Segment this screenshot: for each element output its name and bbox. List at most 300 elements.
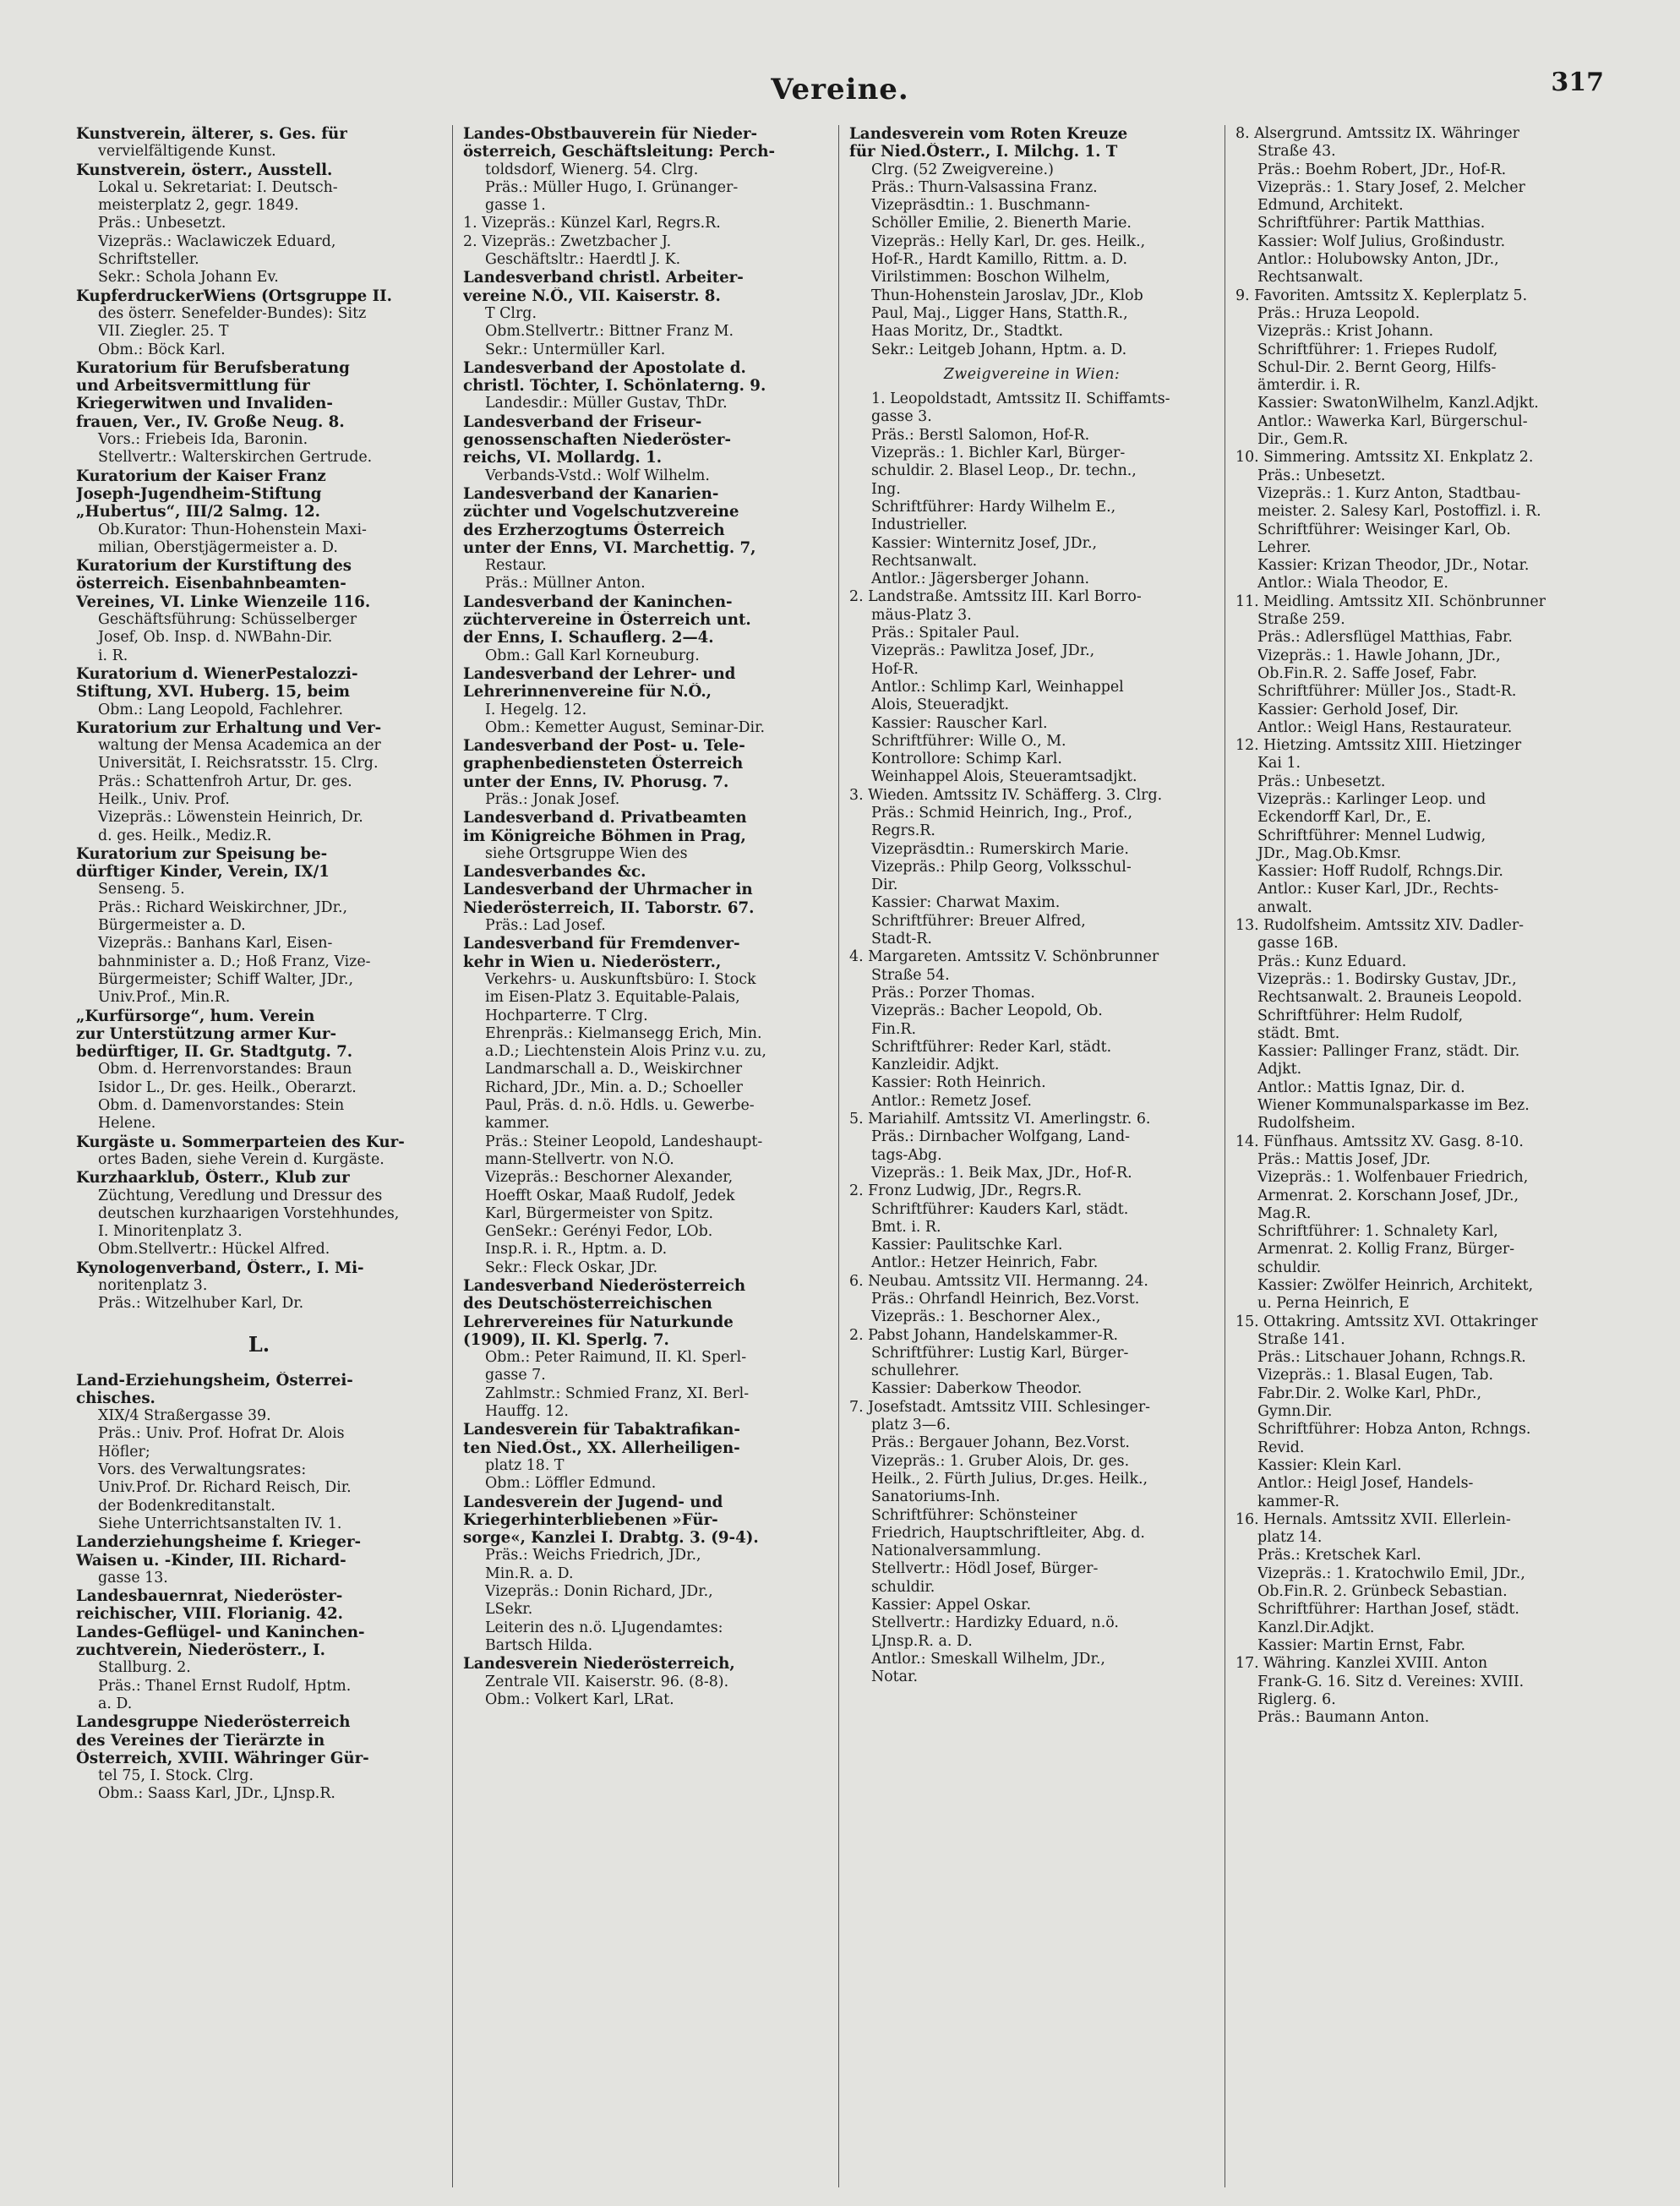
entry-detail-line: Lokal u. Sekretariat: I. Deutsch- <box>98 178 338 196</box>
entry-detail-line: Siehe Unterrichtsanstalten IV. 1. <box>98 1515 342 1532</box>
entry-name-line: des Vereines der Tierärzte in <box>76 1731 325 1750</box>
entry-detail-line: siehe Ortsgruppe Wien des <box>485 844 688 862</box>
entry-detail-line: Vizepräs.: Beschorner Alexander, <box>485 1169 734 1187</box>
entry-detail-line: platz 3—6. <box>871 1417 951 1434</box>
branch-line: 2. Vizepräs.: Zwetzbacher J. <box>463 232 672 250</box>
entry-detail-line: bahnminister a. D.; Hoß Franz, Vize- <box>98 953 371 970</box>
entry-detail-line: Rechtsanwalt. <box>871 552 978 570</box>
entry-detail-line: Präs.: Kunz Eduard. <box>1257 953 1407 970</box>
branch-line: 9. Favoriten. Amtssitz X. Keplerplatz 5. <box>1235 287 1528 304</box>
entry-detail-line: I. Minoritenplatz 3. <box>98 1223 243 1241</box>
entry-detail-line: Clrg. (52 Zweigvereine.) <box>871 161 1054 178</box>
entry-detail-line: mann-Stellvertr. von N.Ö. <box>485 1150 674 1168</box>
entry-detail-line: Nationalversammlung. <box>871 1543 1042 1560</box>
entry-detail-line: Kanzl.Dir.Adjkt. <box>1257 1619 1375 1636</box>
entry-detail-line: Hof-R. <box>871 660 919 678</box>
entry-detail-line: Kassier: Krizan Theodor, JDr., Notar. <box>1257 557 1530 575</box>
entry-detail-line: ortes Baden, siehe Verein d. Kurgäste. <box>98 1150 385 1168</box>
entry-detail-line: tags-Abg. <box>871 1146 942 1164</box>
entry-name-line: Kuratorium der Kaiser Franz <box>76 467 326 485</box>
entry-detail-line: Präs.: Steiner Leopold, Landeshaupt- <box>485 1133 763 1150</box>
entry-name-line: Waisen u. -Kinder, III. Richard- <box>76 1551 346 1570</box>
entry-detail-line: Präs.: Müllner Anton. <box>485 575 646 592</box>
entry-detail-line: Antlor.: Wiala Theodor, E. <box>1257 575 1448 592</box>
entry-name-line: chisches. <box>76 1389 155 1407</box>
entry-name-line: Kuratorium d. WienerPestalozzi- <box>76 664 358 683</box>
entry-detail-line: Vizepräs.: 1. Beik Max, JDr., Hof-R. <box>871 1164 1132 1182</box>
entry-detail-line: Antlor.: Mattis Ignaz, Dir. d. <box>1257 1078 1465 1096</box>
entry-detail-line: Präs.: Unbesetzt. <box>98 215 226 232</box>
entry-detail-line: Antlor.: Heigl Josef, Handels- <box>1257 1475 1474 1493</box>
branch-line: 4. Margareten. Amtssitz V. Schönbrunner <box>849 948 1159 966</box>
entry-detail-line: Präs.: Jonak Josef. <box>485 790 620 808</box>
entry-detail-line: Regrs.R. <box>871 822 935 840</box>
entry-detail-line: Stallburg. 2. <box>98 1659 191 1677</box>
entry-detail-line: I. Hegelg. 12. <box>485 701 587 718</box>
entry-detail-line: Obm.: Volkert Karl, LRat. <box>485 1690 674 1708</box>
entry-detail-line: Ehrenpräs.: Kielmansegg Erich, Min. <box>485 1024 762 1042</box>
entry-name-line: Landesverband für Fremdenver- <box>463 935 740 953</box>
entry-detail-line: Lehrer. <box>1257 538 1312 556</box>
entry-name-line: Landesgruppe Niederösterreich <box>76 1713 351 1732</box>
entry-detail-line: Antlor.: Kuser Karl, JDr., Rechts- <box>1257 881 1499 898</box>
entry-detail-line: Antlor.: Schlimp Karl, Weinhappel <box>871 678 1124 696</box>
entry-detail-line: Obm.: Löffler Edmund. <box>485 1475 657 1493</box>
entry-detail-line: Antlor.: Wawerka Karl, Bürgerschul- <box>1257 412 1528 430</box>
entry-detail-line: Höfler; <box>98 1443 150 1461</box>
branch-line: 8. Alsergrund. Amtssitz IX. Währinger <box>1235 125 1519 142</box>
entry-detail-line: meister. 2. Salesy Karl, Postoffizl. i. R. <box>1257 503 1541 521</box>
entry-detail-line: LJnsp.R. a. D. <box>871 1632 973 1650</box>
entry-detail-line: Rechtsanwalt. 2. Brauneis Leopold. <box>1257 989 1523 1007</box>
entry-detail-line: Straße 259. <box>1257 611 1345 629</box>
entry-detail-line: Schriftsteller. <box>98 251 199 269</box>
entry-detail-line: a. D. <box>98 1695 133 1712</box>
entry-name-line: vereine N.Ö., VII. Kaiserstr. 8. <box>463 287 721 305</box>
entry-detail-line: Obm.: Lang Leopold, Fachlehrer. <box>98 701 344 718</box>
branch-line: 7. Josefstadt. Amtssitz VIII. Schlesinger- <box>849 1398 1151 1416</box>
entry-detail-line: VII. Ziegler. 25. T <box>98 323 229 341</box>
branch-line: 14. Fünfhaus. Amtssitz XV. Gasg. 8-10. <box>1235 1133 1524 1150</box>
entry-detail-line: schullehrer. <box>871 1362 960 1380</box>
entry-detail-line: Kassier: Roth Heinrich. <box>871 1074 1046 1092</box>
entry-name-line: Landesverband der Friseur- <box>463 412 702 431</box>
branch-line: 2. Landstraße. Amtssitz III. Karl Borro- <box>849 588 1142 606</box>
branch-line: 10. Simmering. Amtssitz XI. Enkplatz 2. <box>1235 449 1534 467</box>
entry-detail-line: Univ.Prof., Min.R. <box>98 989 231 1007</box>
entry-name-line: ten Nied.Öst., XX. Allerheiligen- <box>463 1439 740 1457</box>
entry-detail-line: Ing. <box>871 480 901 498</box>
entry-detail-line: Präs.: Lad Josef. <box>485 917 606 935</box>
entry-detail-line: Rechtsanwalt. <box>1257 269 1364 287</box>
entry-detail-line: Geschäftsführung: Schüsselberger <box>98 611 357 629</box>
entry-name-line: Landes-Obstbauverein für Nieder- <box>463 125 758 143</box>
entry-name-line: graphenbediensteten Österreich <box>463 755 744 773</box>
entry-detail-line: Stadt-R. <box>871 931 932 948</box>
entry-detail-line: gasse 7. <box>485 1367 546 1384</box>
entry-detail-line: Landesdir.: Müller Gustav, ThDr. <box>485 395 728 412</box>
entry-detail-line: ämterdir. i. R. <box>1257 377 1361 395</box>
entry-detail-line: Vizepräs.: 1. Bodirsky Gustav, JDr., <box>1257 970 1517 988</box>
entry-detail-line: Züchtung, Veredlung und Dressur des <box>98 1187 383 1204</box>
entry-detail-line: Gymn.Dir. <box>1257 1403 1333 1421</box>
entry-detail-line: XIX/4 Straßergasse 39. <box>98 1407 271 1425</box>
entry-detail-line: Präs.: Bergauer Johann, Bez.Vorst. <box>871 1434 1130 1452</box>
entry-name-line: „Hubertus“, III/2 Salmg. 12. <box>76 503 320 521</box>
branch-line: 1. Vizepräs.: Künzel Karl, Regrs.R. <box>463 215 721 232</box>
entry-detail-line: Obm.: Peter Raimund, II. Kl. Sperl- <box>485 1349 747 1367</box>
entry-detail-line: Präs.: Univ. Prof. Hofrat Dr. Alois <box>98 1425 345 1443</box>
entry-detail-line: Präs.: Dirnbacher Wolfgang, Land- <box>871 1128 1130 1146</box>
entry-name-line: Lehrervereines für Naturkunde <box>463 1313 734 1331</box>
entry-name-line: kehr in Wien u. Niederösterr., <box>463 953 722 971</box>
entry-detail-line: Straße 43. <box>1257 143 1336 161</box>
entry-detail-line: Antlor.: Remetz Josef. <box>871 1092 1032 1110</box>
entry-name-line: Kuratorium der Kurstiftung des <box>76 557 352 576</box>
entry-detail-line: Kontrollore: Schimp Karl. <box>871 751 1062 768</box>
entry-detail-line: platz 14. <box>1257 1529 1323 1547</box>
entry-detail-line: Paul, Präs. d. n.ö. Hdls. u. Gewerbe- <box>485 1097 755 1115</box>
entry-name-line: Kuratorium zur Speisung be- <box>76 844 328 863</box>
page-number: 317 <box>1551 68 1604 97</box>
entry-name-line: züchter und Vogelschutzvereine <box>463 503 739 521</box>
entry-detail-line: Vizepräsdtin.: 1. Buschmann- <box>871 197 1090 215</box>
entry-detail-line: Antlor.: Holubowsky Anton, JDr., <box>1257 251 1499 269</box>
entry-detail-line: Adjkt. <box>1257 1061 1302 1078</box>
entry-detail-line: Vizepräs.: 1. Stary Josef, 2. Melcher <box>1257 178 1525 196</box>
entry-detail-line: Vizepräs.: Karlinger Leop. und <box>1257 790 1486 808</box>
branch-line: 3. Wieden. Amtssitz IV. Schäfferg. 3. Clrg. <box>849 786 1163 804</box>
entry-detail-line: Vizepräs.: 1. Beschorner Alex., <box>871 1308 1101 1326</box>
entry-detail-line: Universität, I. Reichsratsstr. 15. Clrg. <box>98 755 379 773</box>
entry-detail-line: Obm.Stellvertr.: Hückel Alfred. <box>98 1241 330 1259</box>
entry-detail-line: Präs.: Berstl Salomon, Hof-R. <box>871 426 1090 444</box>
entry-name-line: Kunstverein, österr., Ausstell. <box>76 161 333 179</box>
entry-name-line: Kriegerhinterbliebenen »Für- <box>463 1510 718 1529</box>
entry-name-line: Kunstverein, älterer, s. Ges. für <box>76 125 347 143</box>
entry-name-line: reichs, VI. Mollardg. 1. <box>463 449 663 467</box>
entry-detail-line: Helene. <box>98 1115 156 1133</box>
entry-detail-line: Leiterin des n.ö. LJugendamtes: <box>485 1619 723 1636</box>
entry-detail-line: gasse 3. <box>871 408 932 426</box>
entry-detail-line: toldsdorf, Wienerg. 54. Clrg. <box>485 161 699 178</box>
entry-detail-line: Hochparterre. T Clrg. <box>485 1007 648 1024</box>
entry-name-line: zur Unterstützung armer Kur- <box>76 1024 337 1043</box>
entry-detail-line: Univ.Prof. Dr. Richard Reisch, Dir. <box>98 1479 352 1497</box>
branch-line: 16. Hernals. Amtssitz XVII. Ellerlein- <box>1235 1510 1511 1528</box>
entry-detail-line: Kassier: Daberkow Theodor. <box>871 1380 1083 1398</box>
entry-detail-line: Präs.: Boehm Robert, JDr., Hof-R. <box>1257 161 1507 178</box>
entry-name-line: bedürftiger, II. Gr. Stadtgutg. 7. <box>76 1043 353 1062</box>
entry-detail-line: Präs.: Witzelhuber Karl, Dr. <box>98 1295 304 1313</box>
entry-name-line: Landesverbandes &c. <box>463 863 646 882</box>
entry-detail-line: Vizepräs.: 1. Blasal Eugen, Tab. <box>1257 1367 1493 1384</box>
entry-detail-line: kammer-R. <box>1257 1493 1339 1510</box>
entry-detail-line: Bartsch Hilda. <box>485 1636 593 1654</box>
entry-detail-line: Präs.: Schmid Heinrich, Ing., Prof., <box>871 804 1133 822</box>
entry-detail-line: Haas Moritz, Dr., Stadtkt. <box>871 323 1064 341</box>
entry-detail-line: platz 18. T <box>485 1456 565 1474</box>
entry-detail-line: Revid. <box>1257 1439 1305 1456</box>
entry-detail-line: Vizepräs.: Bacher Leopold, Ob. <box>871 1002 1103 1020</box>
entry-detail-line: Armenrat. 2. Kollig Franz, Bürger- <box>1257 1241 1515 1259</box>
entry-detail-line: schuldir. 2. Blasel Leop., Dr. techn., <box>871 462 1137 480</box>
entry-detail-line: Min.R. a. D. <box>485 1564 574 1582</box>
entry-name-line: Landesverband der Post- u. Tele- <box>463 737 745 756</box>
entry-detail-line: i. R. <box>98 647 128 664</box>
entry-detail-line: mäus-Platz 3. <box>871 606 972 624</box>
entry-detail-line: waltung der Mensa Academica an der <box>98 737 381 755</box>
entry-detail-line: Kassier: Appel Oskar. <box>871 1597 1031 1614</box>
entry-detail-line: Stellvertr.: Hödl Josef, Bürger- <box>871 1560 1099 1578</box>
entry-name-line: Landesverband der Kanarien- <box>463 484 719 503</box>
entry-name-line: Lehrerinnenvereine für N.Ö., <box>463 683 712 702</box>
branch-line: 15. Ottakring. Amtssitz XVI. Ottakringer <box>1235 1313 1538 1330</box>
entry-detail-line: Kassier: Wolf Julius, Großindustr. <box>1257 232 1506 250</box>
entry-detail-line: Schriftführer: Breuer Alfred, <box>871 912 1086 930</box>
entry-detail-line: Vors. des Verwaltungsrates: <box>98 1461 307 1479</box>
entry-detail-line: Zahlmstr.: Schmied Franz, XI. Berl- <box>485 1384 750 1402</box>
entry-name-line: Landesverein Niederösterreich, <box>463 1655 735 1674</box>
entry-detail-line: Riglerg. 6. <box>1257 1690 1336 1708</box>
entry-name-line: Kurzhaarklub, Österr., Klub zur <box>76 1169 350 1188</box>
entry-detail-line: Kassier: Klein Karl. <box>1257 1456 1402 1474</box>
entry-name-line: und Arbeitsvermittlung für <box>76 377 310 396</box>
entry-detail-line: Schriftführer: Müller Jos., Stadt-R. <box>1257 683 1517 701</box>
entry-detail-line: städt. Bmt. <box>1257 1024 1340 1042</box>
entry-detail-line: Edmund, Architekt. <box>1257 197 1404 215</box>
entry-detail-line: Sekr.: Fleck Oskar, JDr. <box>485 1259 658 1276</box>
entry-detail-line: Wiener Kommunalsparkasse im Bez. <box>1257 1097 1530 1115</box>
entry-detail-line: Ob.Fin.R. 2. Saffe Josef, Fabr. <box>1257 664 1477 682</box>
entry-detail-line: Präs.: Weichs Friedrich, JDr., <box>485 1547 701 1564</box>
entry-detail-line: GenSekr.: Gerényi Fedor, LOb. <box>485 1223 713 1241</box>
entry-detail-line: Obm. d. Damenvorstandes: Stein <box>98 1097 345 1115</box>
entry-detail-line: Stellvertr.: Hardizky Eduard, n.ö. <box>871 1614 1119 1632</box>
entry-name-line: Vereines, VI. Linke Wienzeile 116. <box>76 592 371 611</box>
entry-name-line: Landesverband der Kaninchen- <box>463 592 733 611</box>
entry-detail-line: Schriftführer: 1. Schnalety Karl, <box>1257 1223 1498 1241</box>
entry-name-line: Kurgäste u. Sommerparteien des Kur- <box>76 1133 405 1151</box>
entry-detail-line: Vizepräs.: Löwenstein Heinrich, Dr. <box>98 809 363 827</box>
entry-detail-line: Obm. d. Herrenvorstandes: Braun <box>98 1061 352 1078</box>
entry-name-line: (1909), II. Kl. Sperlg. 7. <box>463 1330 669 1349</box>
entry-detail-line: Präs.: Mattis Josef, JDr. <box>1257 1150 1431 1168</box>
page-header-title: Vereine. <box>771 73 909 106</box>
entry-detail-line: Vizepräs.: 1. Bichler Karl, Bürger- <box>871 445 1126 462</box>
column-1 <box>66 125 452 2187</box>
entry-detail-line: Präs.: Hruza Leopold. <box>1257 304 1421 322</box>
entry-detail-line: Obm.: Gall Karl Korneuburg. <box>485 647 700 664</box>
entry-name-line: KupferdruckerWiens (Ortsgruppe II. <box>76 287 392 305</box>
entry-detail-line: Sekr.: Schola Johann Ev. <box>98 269 279 287</box>
entry-name-line: züchtervereine in Österreich unt. <box>463 611 751 630</box>
subsection-heading: Zweigvereine in Wien: <box>943 365 1121 383</box>
entry-detail-line: Kassier: Hoff Rudolf, Rchngs.Dir. <box>1257 863 1503 881</box>
entry-detail-line: Kassier: Paulitschke Karl. <box>871 1237 1063 1254</box>
entry-detail-line: Bmt. i. R. <box>871 1218 941 1236</box>
entry-detail-line: Restaur. <box>485 557 547 575</box>
entry-detail-line: 1. Leopoldstadt, Amtssitz II. Schiffamts- <box>871 390 1170 408</box>
entry-detail-line: Schriftführer: 1. Friepes Rudolf, <box>1257 341 1498 358</box>
entry-detail-line: Obm.: Böck Karl. <box>98 341 226 358</box>
entry-name-line: Landesverein vom Roten Kreuze <box>849 125 1128 143</box>
entry-detail-line: Straße 141. <box>1257 1330 1345 1348</box>
entry-detail-line: Zentrale VII. Kaiserstr. 96. (8-8). <box>485 1673 729 1690</box>
entry-name-line: österreich. Eisenbahnbeamten- <box>76 575 346 593</box>
entry-detail-line: Kassier: Zwölfer Heinrich, Architekt, <box>1257 1277 1534 1294</box>
entry-detail-line: Vizepräsdtin.: Rumerskirch Marie. <box>871 840 1129 858</box>
branch-line: 6. Neubau. Amtssitz VII. Hermanng. 24. <box>849 1272 1148 1290</box>
entry-detail-line: des österr. Senefelder-Bundes): Sitz <box>98 304 367 322</box>
entry-detail-line: Geschäftsltr.: Haerdtl J. K. <box>485 251 681 269</box>
entry-detail-line: Schriftführer: Partik Matthias. <box>1257 215 1486 232</box>
entry-detail-line: Richard, JDr., Min. a. D.; Schoeller <box>485 1078 743 1096</box>
entry-detail-line: noritenplatz 3. <box>98 1277 208 1294</box>
entry-detail-line: Thun-Hohenstein Jaroslav, JDr., Klob <box>871 287 1143 304</box>
entry-detail-line: Vizepräs.: Donin Richard, JDr., <box>485 1583 713 1601</box>
entry-detail-line: Notar. <box>871 1668 918 1686</box>
entry-detail-line: Vizepräs.: Waclawiczek Eduard, <box>98 232 336 250</box>
entry-name-line: Niederösterreich, II. Taborstr. 67. <box>463 898 755 917</box>
entry-name-line: Joseph-Jugendheim-Stiftung <box>76 484 322 503</box>
entry-detail-line: Schriftführer: Weisinger Karl, Ob. <box>1257 521 1511 538</box>
entry-detail-line: Präs.: Unbesetzt. <box>1257 467 1386 484</box>
entry-detail-line: Hof-R., Hardt Kamillo, Rittm. a. D. <box>871 251 1128 269</box>
entry-detail-line: im Eisen-Platz 3. Equitable-Palais, <box>485 989 740 1007</box>
entry-detail-line: Friedrich, Hauptschriftleiter, Abg. d. <box>871 1524 1145 1542</box>
entry-detail-line: Fin.R. <box>871 1020 916 1038</box>
entry-detail-line: Stellvertr.: Walterskirchen Gertrude. <box>98 449 373 467</box>
entry-detail-line: Präs.: Schattenfroh Artur, Dr. ges. <box>98 773 352 790</box>
entry-detail-line: Präs.: Müller Hugo, I. Grünanger- <box>485 178 739 196</box>
entry-name-line: Landesverband d. Privatbeamten <box>463 809 747 827</box>
entry-name-line: Kriegerwitwen und Invaliden- <box>76 395 333 413</box>
entry-detail-line: Alois, Steueradjkt. <box>871 696 1010 714</box>
entry-detail-line: Präs.: Baumann Anton. <box>1257 1709 1430 1727</box>
entry-detail-line: Ob.Fin.R. 2. Grünbeck Sebastian. <box>1257 1583 1508 1601</box>
entry-detail-line: der Bodenkreditanstalt. <box>98 1497 275 1515</box>
entry-detail-line: Kassier: Gerhold Josef, Dir. <box>1257 701 1459 718</box>
entry-detail-line: Schriftführer: Schönsteiner <box>871 1506 1077 1524</box>
entry-name-line: Landesverband Niederösterreich <box>463 1277 746 1295</box>
entry-detail-line: Schriftführer: Mennel Ludwig, <box>1257 827 1486 844</box>
entry-detail-line: Sekr.: Leitgeb Johann, Hptm. a. D. <box>871 341 1127 358</box>
entry-detail-line: Antlor.: Hetzer Heinrich, Fabr. <box>871 1254 1099 1272</box>
entry-detail-line: a.D.; Liechtenstein Alois Prinz v.u. zu, <box>485 1043 766 1061</box>
entry-detail-line: deutschen kurzhaarigen Vorstehhundes, <box>98 1204 400 1222</box>
entry-detail-line: Obm.: Kemetter August, Seminar-Dir. <box>485 718 766 736</box>
entry-name-line: sorge«, Kanzlei I. Drabtg. 3. (9-4). <box>463 1529 759 1548</box>
entry-name-line: Kynologenverband, Österr., I. Mi- <box>76 1259 364 1277</box>
entry-name-line: Stiftung, XVI. Huberg. 15, beim <box>76 683 350 702</box>
entry-detail-line: Präs.: Ohrfandl Heinrich, Bez.Vorst. <box>871 1291 1140 1308</box>
entry-detail-line: gasse 16B. <box>1257 935 1339 953</box>
entry-detail-line: Kanzleidir. Adjkt. <box>871 1057 1000 1074</box>
entry-detail-line: tel 75, I. Stock. Clrg. <box>98 1767 254 1785</box>
entry-detail-line: meisterplatz 2, gegr. 1849. <box>98 197 299 215</box>
entry-name-line: Landesverband der Lehrer- und <box>463 664 736 683</box>
entry-detail-line: kammer. <box>485 1115 550 1133</box>
entry-detail-line: Bürgermeister a. D. <box>98 917 246 935</box>
entry-detail-line: Präs.: Thanel Ernst Rudolf, Hptm. <box>98 1677 352 1695</box>
entry-name-line: Kuratorium zur Erhaltung und Ver- <box>76 718 382 737</box>
entry-detail-line: Eckendorff Karl, Dr., E. <box>1257 809 1432 827</box>
entry-detail-line: vervielfältigende Kunst. <box>98 143 276 161</box>
entry-detail-line: Präs.: Kretschek Karl. <box>1257 1547 1421 1564</box>
entry-detail-line: Insp.R. i. R., Hptm. a. D. <box>485 1241 668 1259</box>
entry-detail-line: Industrieller. <box>871 516 968 534</box>
entry-detail-line: Verbands-Vstd.: Wolf Wilhelm. <box>485 467 710 484</box>
entry-name-line: österreich, Geschäftsleitung: Perch- <box>463 143 776 161</box>
entry-detail-line: Antlor.: Smeskall Wilhelm, JDr., <box>871 1650 1105 1668</box>
entry-detail-line: milian, Oberstjägermeister a. D. <box>98 538 338 556</box>
text-columns <box>66 125 1612 2187</box>
entry-detail-line: Obm.: Saass Karl, JDr., LJnsp.R. <box>98 1785 335 1803</box>
column-2 <box>452 125 838 2187</box>
column-4 <box>1225 125 1611 2187</box>
entry-name-line: im Königreiche Böhmen in Prag, <box>463 827 746 845</box>
entry-detail-line: JDr., Mag.Ob.Kmsr. <box>1257 844 1401 862</box>
entry-name-line: genossenschaften Niederöster- <box>463 431 732 450</box>
entry-detail-line: Vizepräs.: Philp Georg, Volksschul- <box>871 858 1132 876</box>
entry-detail-line: Antlor.: Jägersberger Johann. <box>871 571 1090 588</box>
entry-detail-line: Landmarschall a. D., Weiskirchner <box>485 1061 743 1078</box>
entry-detail-line: Kassier: SwatonWilhelm, Kanzl.Adjkt. <box>1257 395 1539 412</box>
branch-line: 12. Hietzing. Amtssitz XIII. Hietzinger <box>1235 737 1522 755</box>
entry-name-line: der Enns, I. Schauflerg. 2—4. <box>463 629 714 647</box>
entry-detail-line: d. ges. Heilk., Mediz.R. <box>98 827 272 844</box>
entry-detail-line: Kassier: Rauscher Karl. <box>871 714 1048 732</box>
branch-line: 11. Meidling. Amtssitz XII. Schönbrunner <box>1235 592 1546 610</box>
entry-detail-line: Kassier: Charwat Maxim. <box>871 894 1061 912</box>
entry-detail-line: Vizepräs.: Krist Johann. <box>1257 323 1434 341</box>
entry-detail-line: Schriftführer: Kauders Karl, städt. <box>871 1200 1129 1218</box>
entry-detail-line: Armenrat. 2. Korschann Josef, JDr., <box>1257 1187 1519 1204</box>
column-3 <box>838 125 1225 2187</box>
entry-name-line: Landesverband christl. Arbeiter- <box>463 269 744 287</box>
entry-detail-line: Kassier: Winternitz Josef, JDr., <box>871 534 1098 552</box>
entry-name-line: Landesverband der Uhrmacher in <box>463 881 753 899</box>
entry-name-line: „Kurfürsorge“, hum. Verein <box>76 1007 315 1025</box>
entry-detail-line: Rudolfsheim. <box>1257 1115 1355 1133</box>
entry-name-line: Landesverein der Jugend- und <box>463 1493 723 1511</box>
entry-detail-line: Präs.: Richard Weiskirchner, JDr., <box>98 898 348 916</box>
entry-detail-line: gasse 13. <box>98 1569 168 1586</box>
entry-name-line: des Deutschösterreichischen <box>463 1295 712 1313</box>
entry-detail-line: anwalt. <box>1257 898 1312 916</box>
entry-detail-line: Vizepräs.: 1. Gruber Alois, Dr. ges. <box>871 1452 1130 1470</box>
entry-detail-line: schuldir. <box>871 1578 935 1596</box>
entry-detail-line: LSekr. <box>485 1601 533 1619</box>
entry-detail-line: Schriftführer: Wille O., M. <box>871 732 1066 750</box>
entry-name-line: reichischer, VIII. Florianig. 42. <box>76 1605 343 1624</box>
entry-detail-line: Senseng. 5. <box>98 881 185 898</box>
entry-detail-line: Präs.: Spitaler Paul. <box>871 625 1020 642</box>
entry-detail-line: Paul, Maj., Ligger Hans, Statth.R., <box>871 304 1128 322</box>
entry-detail-line: Josef, Ob. Insp. d. NWBahn-Dir. <box>98 629 333 647</box>
entry-detail-line: Heilk., Univ. Prof. <box>98 790 230 808</box>
entry-detail-line: Präs.: Adlersflügel Matthias, Fabr. <box>1257 629 1513 647</box>
entry-detail-line: Weinhappel Alois, Steueramtsadjkt. <box>871 768 1137 786</box>
section-letter: L. <box>248 1331 270 1357</box>
entry-detail-line: Vizepräs.: Pawlitza Josef, JDr., <box>871 642 1095 660</box>
entry-detail-line: Vizepräs.: Banhans Karl, Eisen- <box>98 935 333 953</box>
entry-detail-line: Obm.Stellvertr.: Bittner Franz M. <box>485 323 734 341</box>
branch-line: 13. Rudolfsheim. Amtssitz XIV. Dadler- <box>1235 917 1525 935</box>
entry-name-line: unter der Enns, VI. Marchettig. 7, <box>463 538 756 557</box>
entry-detail-line: Vizepräs.: 1. Hawle Johann, JDr., <box>1257 647 1501 664</box>
